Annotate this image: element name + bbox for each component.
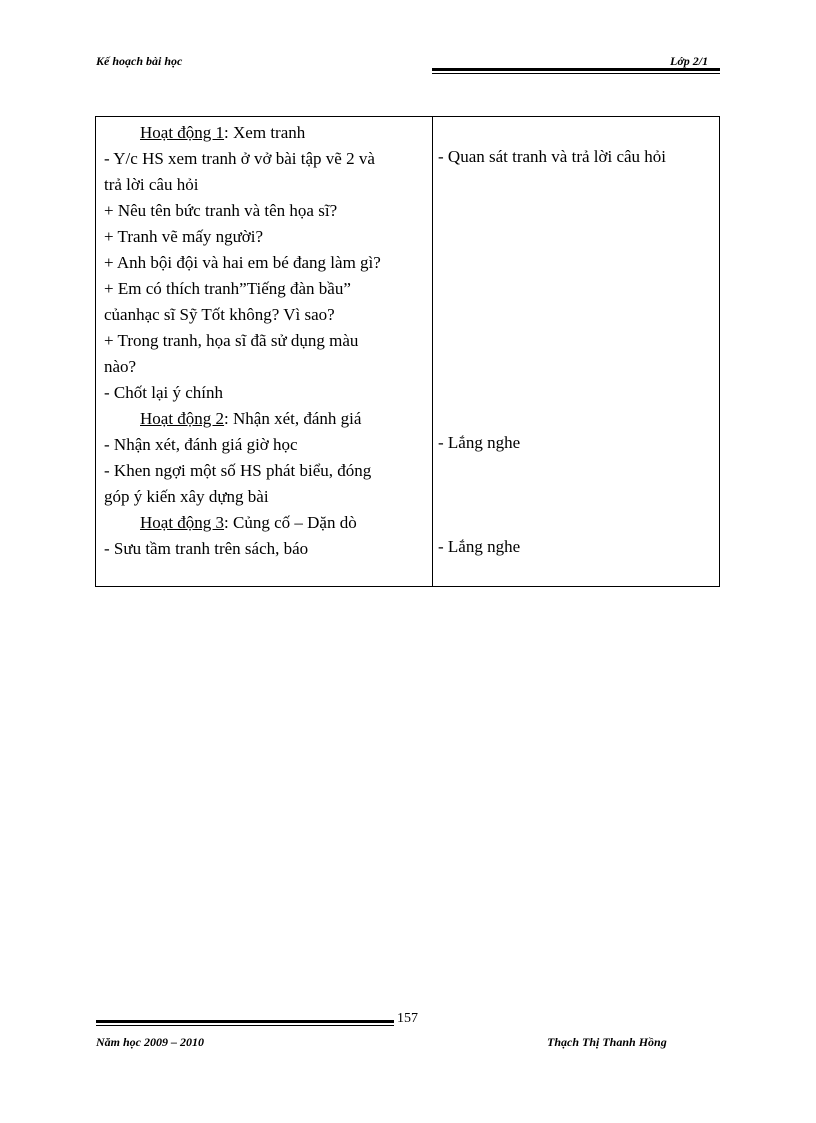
teacher-line-11: - Nhận xét, đánh giá giờ học [104, 435, 298, 454]
header-rule-thick [432, 68, 720, 71]
activity-1-subtitle: : Xem tranh [224, 123, 306, 142]
lesson-table [95, 116, 720, 587]
page-number: 157 [397, 1011, 418, 1026]
activity-3-heading [140, 513, 357, 533]
student-line-3: - Lắng nghe [438, 537, 521, 556]
teacher-line-2: trả lời câu hỏi [104, 175, 199, 194]
activity-1-heading [140, 123, 305, 143]
footer-rule-thick [96, 1020, 394, 1023]
student-line-2: - Lắng nghe [438, 433, 521, 452]
activity-3-title: Hoạt động 3 [140, 513, 225, 532]
activity-1-title: Hoạt động 1 [140, 123, 225, 142]
teacher-line-7: củanhạc sĩ Sỹ Tốt không? Vì sao? [104, 305, 335, 324]
teacher-line-12: - Khen ngợi một số HS phát biểu, đóng [104, 461, 372, 480]
header-class: Lớp 2/1 [670, 54, 709, 68]
teacher-line-8: + Trong tranh, họa sĩ đã sử dụng màu [104, 331, 359, 350]
student-line-1: - Quan sát tranh và trả lời câu hỏi [438, 147, 667, 166]
teacher-line-9: nào? [104, 357, 137, 376]
teacher-line-6: + Em có thích tranh”Tiếng đàn bầu” [104, 279, 351, 298]
activity-2-title: Hoạt động 2 [140, 409, 225, 428]
column-divider [432, 117, 433, 586]
header-title: Kế hoạch bài học [96, 54, 183, 68]
teacher-line-13: góp ý kiến xây dựng bài [104, 487, 269, 506]
header-rule-thin [432, 73, 720, 74]
teacher-line-14: - Sưu tầm tranh trên sách, báo [104, 539, 309, 558]
activity-3-subtitle: : Củng cố – Dặn dò [224, 513, 357, 532]
footer-author: Thạch Thị Thanh Hồng [547, 1035, 667, 1049]
footer-rule-thin [96, 1025, 394, 1026]
activity-2-subtitle: : Nhận xét, đánh giá [224, 409, 362, 428]
activity-2-heading [140, 409, 361, 429]
teacher-line-1: - Y/c HS xem tranh ở vở bài tập vẽ 2 và [104, 149, 375, 168]
footer-school-year: Năm học 2009 – 2010 [96, 1035, 204, 1049]
teacher-line-4: + Tranh vẽ mấy người? [104, 227, 264, 246]
teacher-line-5: + Anh bội đội và hai em bé đang làm gì? [104, 253, 381, 272]
teacher-line-3: + Nêu tên bức tranh và tên họa sĩ? [104, 201, 338, 220]
teacher-line-10: - Chốt lại ý chính [104, 383, 223, 402]
